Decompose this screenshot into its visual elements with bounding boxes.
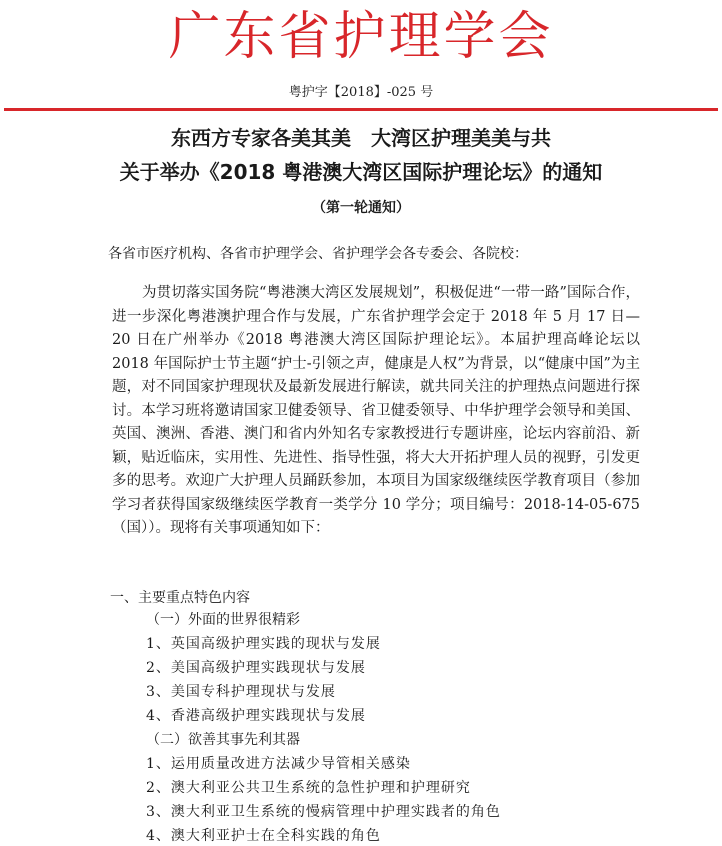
document-number: 粤护字【2018】-025 号	[288, 85, 434, 100]
list-item: 4、香港高级护理实践现状与发展	[146, 708, 366, 724]
list-item: 2、美国高级护理实践现状与发展	[146, 660, 366, 676]
notice-subtitle: （第一轮通知）	[312, 200, 410, 216]
list-item: 2、澳大利亚公共卫生系统的急性护理和护理研究	[146, 780, 471, 796]
list-item: 3、澳大利亚卫生系统的慢病管理中护理实践者的角色	[146, 804, 501, 820]
notice-title-line-1: 东西方专家各美其美 大湾区护理美美与共	[171, 126, 551, 150]
notice-title-line-2: 关于举办《2018 粤港澳大湾区国际护理论坛》的通知	[119, 160, 603, 184]
list-item: 3、美国专科护理现状与发展	[146, 684, 336, 700]
body-paragraph: 为贯切落实国务院“粤港澳大湾区发展规划”，积极促进“一带一路”国际合作，进一步深化粤港澳护理合作与发展，广东省护理学会定于 2018 年 5 月 17 日—20 日在广州举办《2018 粤港澳大湾区国际护理论坛》。本届护理高峰论坛以 2018 年国际护士节主题“护士-引领之声，健康是人权”为背景，以“健康中国”为主题，对不同国家护理现状及最新发展进行解读，就共同关注的护理热点问题进行探讨。本学习班将邀请国家卫健委领导、省卫健委领导、中华护理学会领导和美国、英国、澳洲、香港、澳门和省内外知名专家教授进行专题讲座，论坛内容前沿、新颖，贴近临床，实用性、先进性、指导性强，将大大开拓护理人员的视野，引发更多的思考。欢迎广大护理人员踊跃参加，本项目为国家级继续医学教育项目（参加学习者获得国家级继续医学教育一类学分 10 学分；项目编号：2018-14-05-675（国））。现将有关事项通知如下：	[112, 285, 640, 536]
subsection-heading-1: （一）外面的世界很精彩	[146, 612, 300, 628]
list-item: 4、澳大利亚护士在全科实践的角色	[146, 828, 381, 844]
addressee: 各省市医疗机构、各省市护理学会、省护理学会各专委会、各院校：	[108, 246, 528, 262]
list-item: 1、英国高级护理实践的现状与发展	[146, 636, 381, 652]
organization-letterhead: 广东省护理学会	[168, 7, 554, 67]
list-item: 1、运用质量改进方法减少导管相关感染	[146, 756, 411, 772]
section-heading: 一、主要重点特色内容	[110, 590, 250, 606]
letterhead-divider	[4, 108, 718, 111]
subsection-heading-2: （二）欲善其事先利其器	[146, 732, 300, 748]
